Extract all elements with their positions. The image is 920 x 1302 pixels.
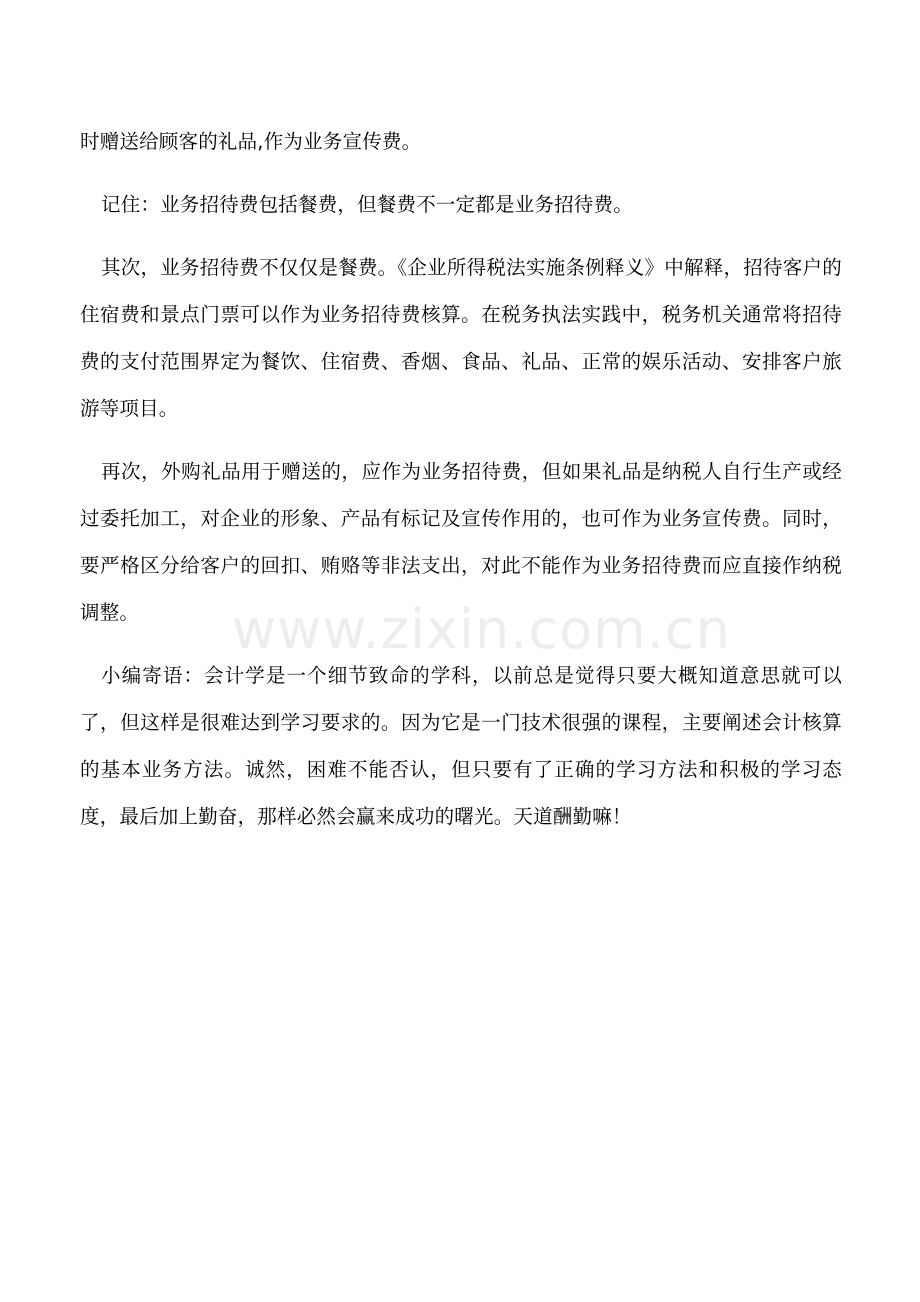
- paragraph-editor-note: 小编寄语：会计学是一个细节致命的学科，以前总是觉得只要大概知道意思就可以了，但这样是很难达到学习要求的。因为它是一门技术很强的课程，主要阐述会计核算的基本业务方法。诚然，困难不能否认，但只要有了正确的学习方法和积极的学习态度，最后加上勤奋，那样必然会赢来成功的曙光。天道酬勤嘛！: [80, 664, 842, 828]
- watermark: www.zixin.com.cn: [232, 598, 731, 661]
- document-body: [80, 118, 842, 856]
- paragraph-thirdly: 再次，外购礼品用于赠送的，应作为业务招待费，但如果礼品是纳税人自行生产或经过委托加工，对企业的形象、产品有标记及宣传作用的，也可作为业务宣传费。同时，要严格区分给客户的回扣、贿赂等非法支出，对此不能作为业务招待费而应直接作纳税调整。: [80, 460, 842, 624]
- paragraph-secondly: 其次，业务招待费不仅仅是餐费。《企业所得税法实施条例释义》中解释，招待客户的住宿费和景点门票可以作为业务招待费核算。在税务执法实践中，税务机关通常将招待费的支付范围界定为餐饮、住宿费、香烟、食品、礼品、正常的娱乐活动、安排客户旅游等项目。: [80, 256, 842, 420]
- paragraph-continuation: 时赠送给顾客的礼品,作为业务宣传费。: [80, 130, 422, 153]
- paragraph-remember: 记住：业务招待费包括餐费，但餐费不一定都是业务招待费。: [101, 193, 633, 216]
